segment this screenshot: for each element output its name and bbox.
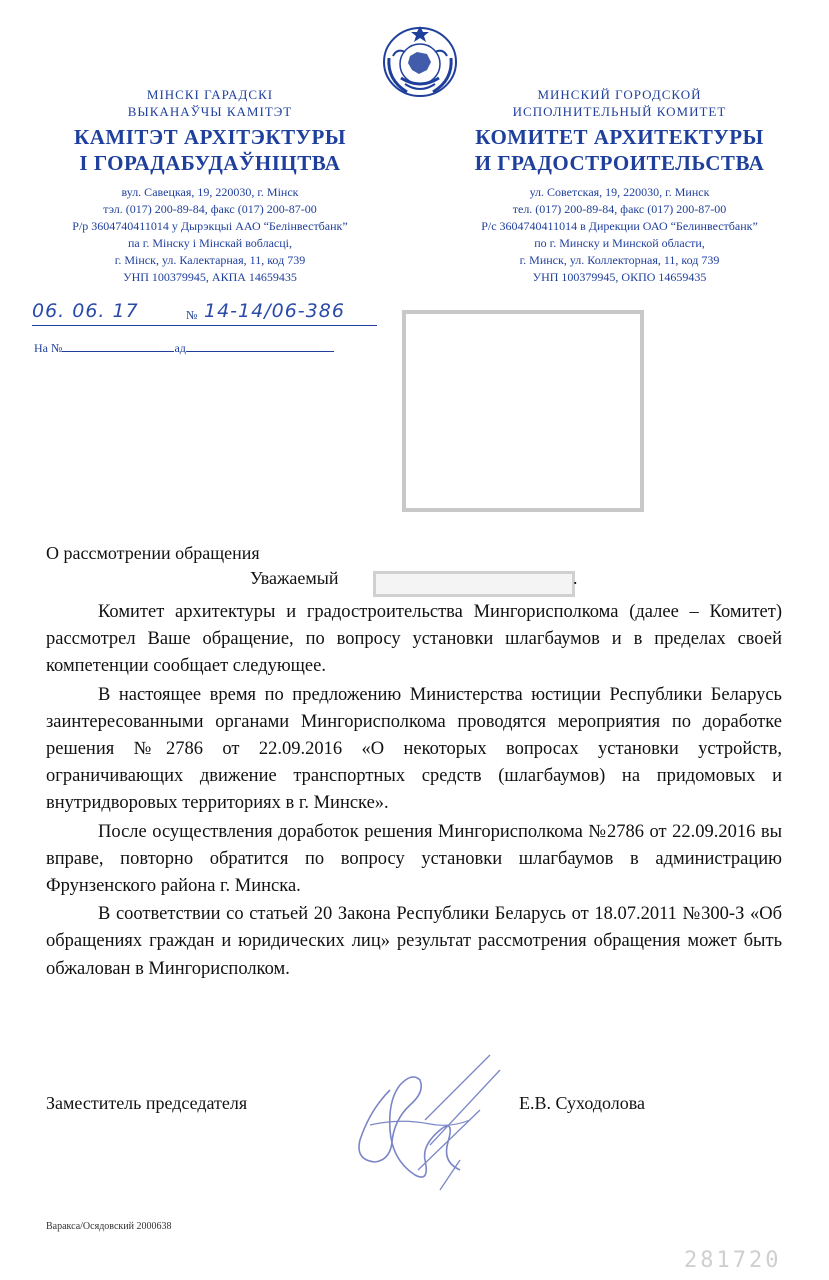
address-line: ул. Советская, 19, 220030, г. Минск <box>529 185 710 199</box>
letter-body <box>46 599 782 984</box>
redacted-recipient-address <box>402 310 644 512</box>
address-line: по г. Минску и Минской области, <box>534 236 705 250</box>
address-line: Р/р 3604740411014 у Дырэкцыі ААО “Белінвестбанк” <box>72 219 348 233</box>
body-paragraph: После осуществления доработок решения Мингорисполкома №2786 от 22.09.2016 вы вправе, повторно обратится по вопросу установки шлагбаумов в администрацию Фрунзенского района г. Минска. <box>46 821 782 897</box>
handwritten-signature-icon <box>330 1050 530 1200</box>
letterhead-russian <box>410 86 829 286</box>
org-address <box>0 184 420 286</box>
redacted-recipient-name <box>373 571 575 597</box>
address-line: тел. (017) 200-89-84, факс (017) 200-87-00 <box>512 202 727 216</box>
committee-name-line2: И ГРАДОСТРОИТЕЛЬСТВА <box>474 151 765 175</box>
body-paragraph: В настоящее время по предложению Министерства юстиции Республики Беларусь заинтересованными органами Мингорисполкома проводятся мероприятия по доработке решения №2786 от 22.09.2016 «О некоторых вопросах установки устройств, ограничивающих движение транспортных средств (шлагбаумов) на придомовых и внутридворовых территориях в г. Минске». <box>46 684 782 814</box>
body-paragraph: Комитет архитектуры и градостроительства Мингорисполкома (далее – Комитет) рассмотрел Ваше обращение, по вопросу установки шлагбаумов и в пределах своей компетенции сообщает следующее. <box>46 602 782 677</box>
committee-name-line2: І ГОРАДАБУДАЎНІЦТВА <box>79 151 341 175</box>
reply-reference-row <box>34 340 334 356</box>
address-line: вул. Савецкая, 19, 220030, г. Мінск <box>121 185 299 199</box>
committee-name-line1: КОМИТЕТ АРХИТЕКТУРЫ <box>475 125 764 149</box>
org-name-line2: ИСПОЛНИТЕЛЬНЫЙ КОМИТЕТ <box>512 104 727 119</box>
org-address <box>410 184 829 286</box>
address-line: Р/с 3604740411014 в Дирекции ОАО “Белинвестбанк” <box>481 219 758 233</box>
address-line: УНП 100379945, ОКПО 14659435 <box>532 270 707 284</box>
registration-stamp: 281720 <box>684 1248 782 1273</box>
executor-note: Варакса/Осядовский 2000638 <box>46 1221 172 1232</box>
body-paragraph: В соответствии со статьей 20 Закона Республики Беларусь от 18.07.2011 №300-З «Об обращениях граждан и юридических лиц» результат рассмотрения обращения может быть обжалован в Мингорисполком. <box>46 904 782 979</box>
signer-name: Е.В. Суходолова <box>519 1093 646 1113</box>
org-name-line1: МІНСКІ ГАРАДСКІ <box>146 87 274 102</box>
signer-position: Заместитель председателя <box>46 1093 248 1113</box>
letterhead-belarusian <box>0 86 420 286</box>
salutation-end: . <box>573 568 578 588</box>
outgoing-number-row <box>32 300 392 334</box>
number-sign: № <box>186 308 198 322</box>
number-underline <box>32 325 377 326</box>
org-name-line1: МИНСКИЙ ГОРОДСКОЙ <box>537 87 702 102</box>
reply-prefix: На № <box>34 341 63 355</box>
letter-subject: О рассмотрении обращения <box>46 543 260 563</box>
reply-date-blank <box>186 340 334 352</box>
outgoing-date: 06. 06. 17 <box>32 300 139 322</box>
outgoing-number: 14-14/06-386 <box>204 300 345 322</box>
address-line: тэл. (017) 200-89-84, факс (017) 200-87-00 <box>103 202 317 216</box>
address-line: УНП 100379945, АКПА 14659435 <box>123 270 297 284</box>
committee-name-line1: КАМІТЭТ АРХІТЭКТУРЫ <box>74 125 346 149</box>
salutation: Уважаемый <box>250 568 339 588</box>
reply-number-blank <box>62 340 174 352</box>
reply-mid: ад <box>174 341 186 355</box>
address-line: па г. Мінску і Мінскай вобласці, <box>128 236 292 250</box>
address-line: г. Минск, ул. Коллекторная, 11, код 739 <box>519 253 720 267</box>
org-name-line2: ВЫКАНАЎЧЫ КАМІТЭТ <box>127 104 293 119</box>
address-line: г. Мінск, ул. Калектарная, 11, код 739 <box>114 253 306 267</box>
